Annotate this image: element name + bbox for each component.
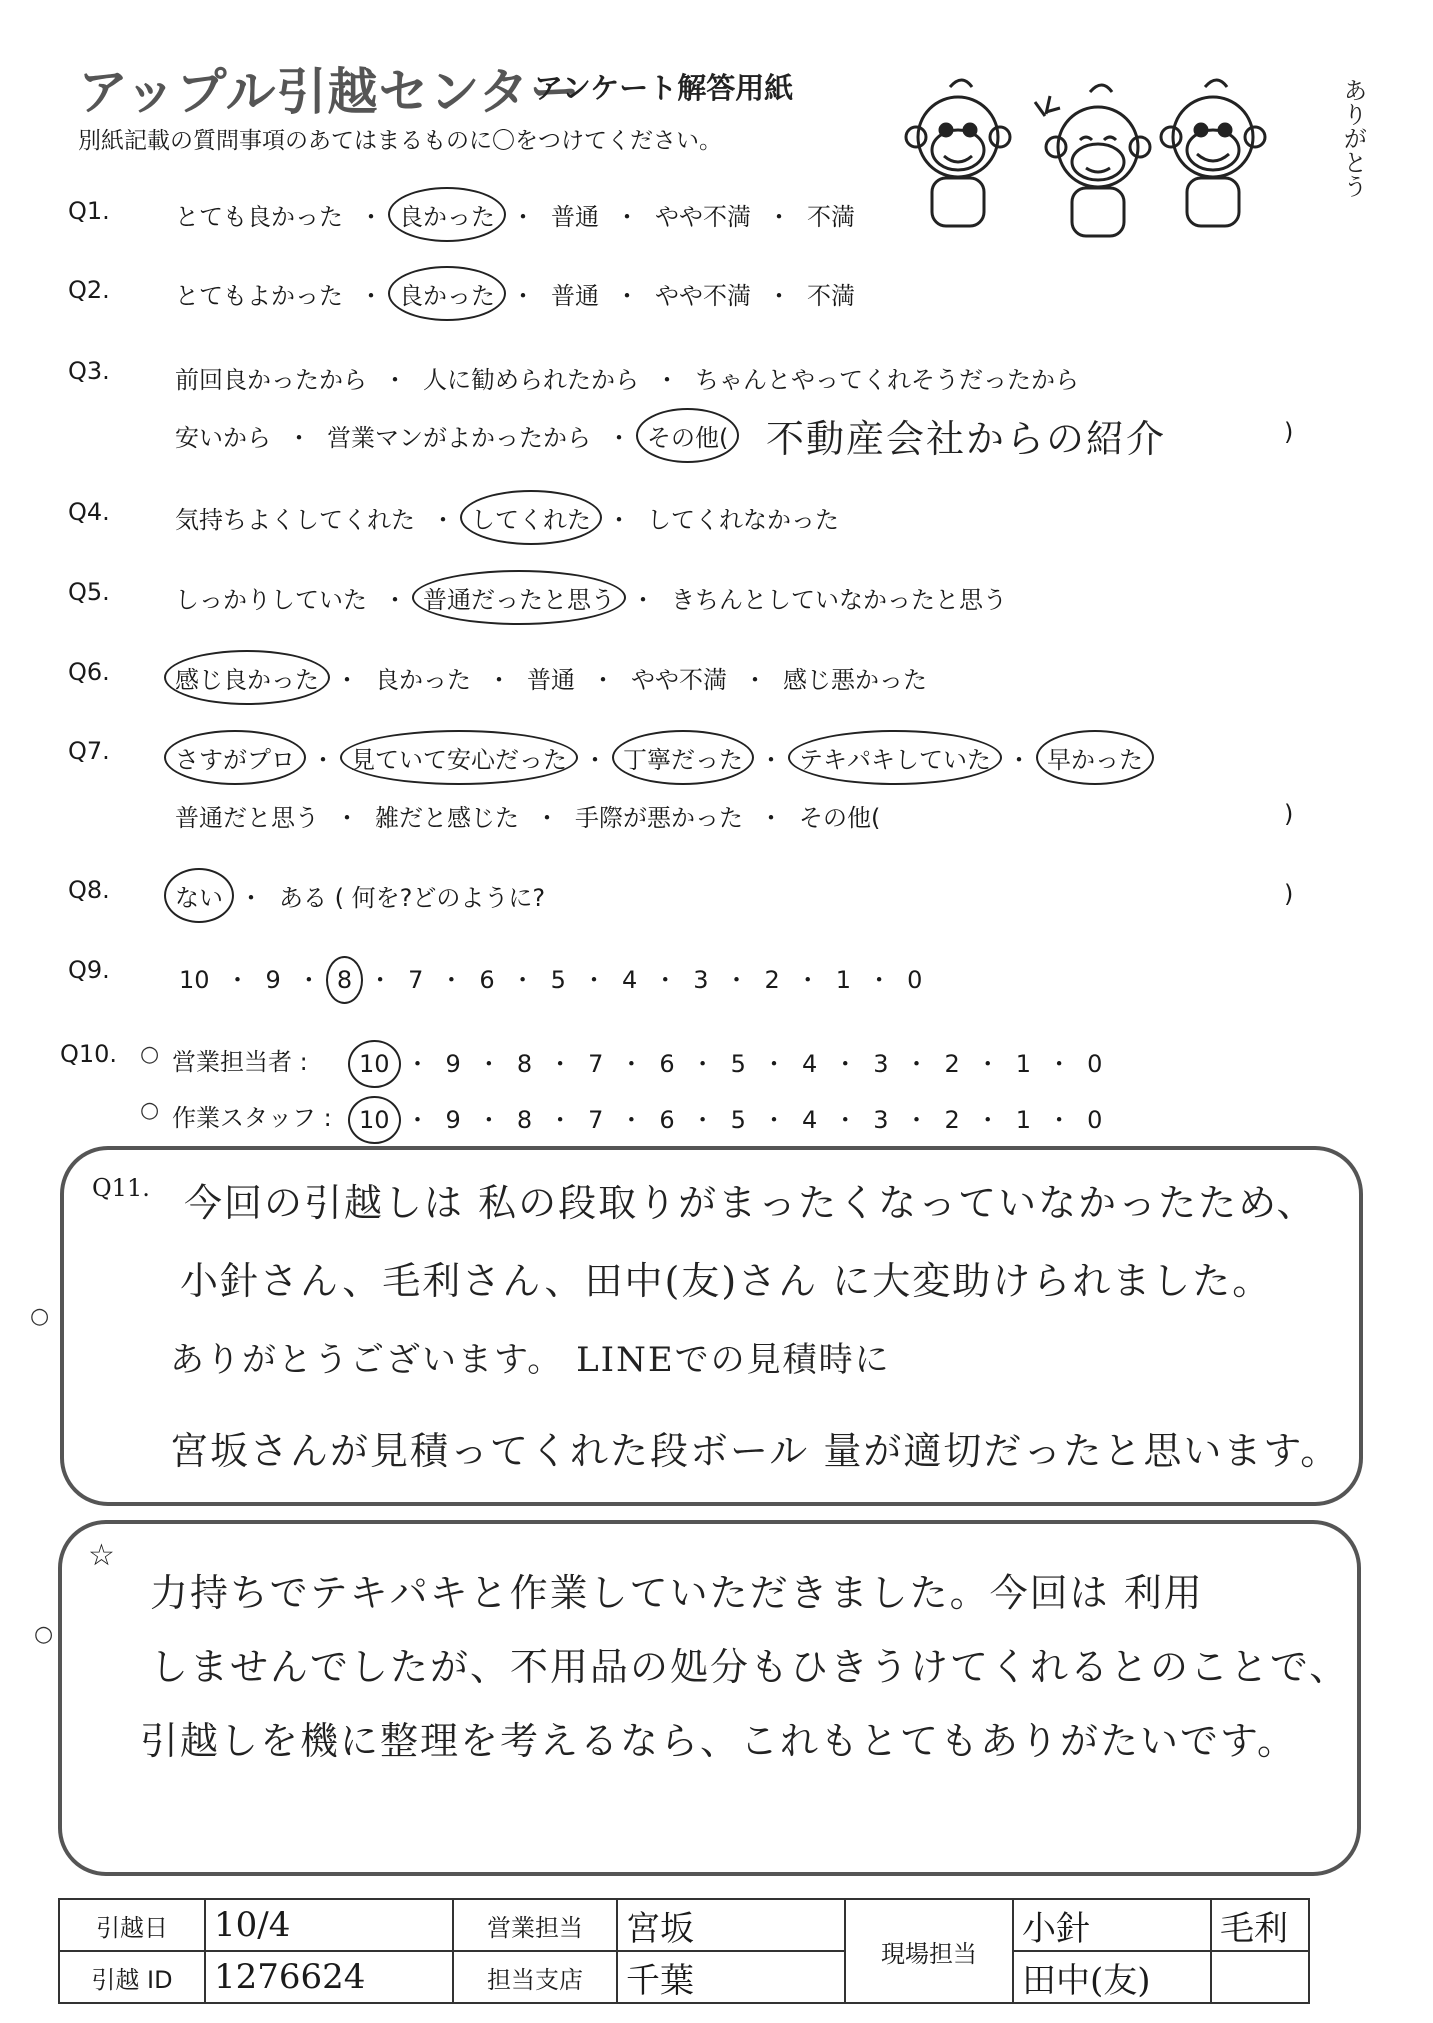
extra-side-mark: ○ — [34, 1622, 54, 1647]
q5-option[interactable]: しっかりしていた — [175, 586, 367, 614]
q7-option[interactable]: 普通だと思う — [175, 804, 319, 832]
q7-option[interactable]: 手際が悪かった — [575, 804, 743, 832]
q10-staff-option[interactable]: 7 — [588, 1106, 604, 1134]
site-staff-value: 小針 — [1013, 1899, 1211, 1951]
q10-sales-option[interactable]: 7 — [588, 1050, 604, 1078]
q3-option[interactable]: ちゃんとやってくれそうだったから — [695, 366, 1079, 394]
q6-option[interactable]: 良かった — [375, 666, 471, 694]
q9-number: Q9. — [68, 956, 110, 984]
q11-line: 宮坂さんが見積ってくれた段ボール 量が適切だったと思います。 — [170, 1429, 1341, 1473]
q10-number: Q10. — [60, 1040, 118, 1068]
q10-sales-scale: 10 ・ 9 ・ 8 ・ 7 ・ 6 ・ 5 ・ 4 ・ 3 ・ 2 ・ 1 ・ 0 — [356, 1044, 1105, 1079]
site-staff-label: 現場担当 — [845, 1899, 1013, 2003]
instructions: 別紙記載の質問事項のあてはまるものに〇をつけてください。 — [78, 128, 722, 154]
q3-options-line2: 安いから ・ 営業マンがよかったから ・ その他( — [172, 418, 731, 453]
q3-option[interactable]: 人に勧められたから — [423, 366, 639, 394]
q9-option[interactable]: 5 — [550, 966, 566, 994]
extra-comment-line: 力持ちでテキパキと作業していただきました。今回は 利用 — [150, 1571, 1204, 1615]
extra-comment-line: 引越しを機に整理を考えるなら、これもとてもありがたいです。 — [140, 1719, 1297, 1763]
q9-option[interactable]: 0 — [907, 966, 923, 994]
q7-option-selected[interactable]: 見ていて安心だった — [348, 740, 570, 775]
q6-option[interactable]: 普通 — [527, 666, 575, 694]
q10-staff-option[interactable]: 9 — [445, 1106, 461, 1134]
q4-number: Q4. — [68, 498, 110, 526]
move-date-label: 引越日 — [59, 1899, 205, 1951]
q7-option-selected[interactable]: テキパキしていた — [796, 740, 994, 775]
sales-rep-value: 宮坂 — [617, 1899, 845, 1951]
q10-sales-option[interactable]: 9 — [445, 1050, 461, 1078]
q1-number: Q1. — [68, 197, 110, 225]
monkey-mascots-icon — [900, 62, 1320, 242]
q7-option-selected[interactable]: 丁寧だった — [620, 740, 746, 775]
q5-options: しっかりしていた ・ 普通だったと思う ・ きちんとしていなかったと思う — [172, 580, 1010, 615]
branch-value: 千葉 — [617, 1951, 845, 2003]
q6-number: Q6. — [68, 658, 110, 686]
q9-option[interactable]: 1 — [835, 966, 852, 994]
q9-option[interactable]: 3 — [693, 966, 709, 994]
q7-option[interactable]: その他( — [799, 804, 881, 832]
q1-option[interactable]: やや不満 — [655, 203, 751, 231]
q10-staff-option-selected[interactable]: 10 — [356, 1106, 393, 1134]
q9-option[interactable]: 6 — [479, 966, 495, 994]
sales-rep-label: 営業担当 — [453, 1899, 617, 1951]
q3-other-text: 不動産会社からの紹介 — [766, 417, 1167, 461]
move-id-label: 引越 ID — [59, 1951, 205, 2003]
q11-line: ありがとうございます。 LINEでの見積時に — [170, 1340, 891, 1380]
q9-option[interactable]: 10 — [179, 966, 210, 994]
q10-staff-option[interactable]: 4 — [801, 1106, 818, 1134]
q8-options: ない ・ ある ( 何を?どのように? — [172, 878, 548, 913]
q4-options: 気持ちよくしてくれた ・ してくれた ・ してくれなかった — [172, 500, 842, 535]
q2-number: Q2. — [68, 276, 110, 304]
q10-sales-option[interactable]: 2 — [944, 1050, 960, 1078]
q7-options-line1: さすがプロ ・ 見ていて安心だった ・ 丁寧だった ・ テキパキしていた ・ 早かった — [172, 740, 1146, 775]
move-info-table — [58, 1898, 1310, 2004]
q6-option[interactable]: 感じ悪かった — [783, 666, 927, 694]
q6-option[interactable]: やや不満 — [631, 666, 727, 694]
q11-side-mark: ○ — [30, 1304, 50, 1329]
q10-staff-scale: 10 ・ 9 ・ 8 ・ 7 ・ 6 ・ 5 ・ 4 ・ 3 ・ 2 ・ 1 ・ 0 — [356, 1100, 1105, 1135]
q10-staff-tick-mark: ○ — [140, 1098, 160, 1123]
q7-number: Q7. — [68, 737, 110, 765]
q1-option-selected[interactable]: 良かった — [396, 197, 498, 232]
q10-sales-option[interactable]: 5 — [730, 1050, 746, 1078]
q2-option[interactable]: 普通 — [551, 282, 599, 310]
q3-number: Q3. — [68, 357, 110, 385]
q9-option[interactable]: 9 — [265, 966, 281, 994]
q10-sales-option[interactable]: 4 — [801, 1050, 818, 1078]
q1-option[interactable]: 普通 — [551, 203, 599, 231]
q1-option[interactable]: 不満 — [807, 203, 855, 231]
q3-options-line1: 前回良かったから ・ 人に勧められたから ・ ちゃんとやってくれそうだったから — [172, 360, 1082, 395]
q10-staff-option[interactable]: 0 — [1087, 1106, 1103, 1134]
site-staff-value: 毛利 — [1211, 1899, 1309, 1951]
q8-number: Q8. — [68, 876, 110, 904]
q10-staff-option[interactable]: 6 — [659, 1106, 675, 1134]
site-staff-value — [1211, 1951, 1309, 2003]
mascot-illustration — [900, 62, 1320, 242]
q3-option[interactable]: 安いから — [175, 424, 271, 452]
q4-option[interactable]: 気持ちよくしてくれた — [175, 506, 415, 534]
q2-option[interactable]: 不満 — [807, 282, 855, 310]
q6-option-selected[interactable]: 感じ良かった — [172, 660, 322, 695]
q6-options: 感じ良かった ・ 良かった ・ 普通 ・ やや不満 ・ 感じ悪かった — [172, 660, 930, 695]
q10-sales-option[interactable]: 0 — [1087, 1050, 1103, 1078]
q7-option-selected[interactable]: 早かった — [1044, 740, 1146, 775]
q7-close-paren: ) — [1284, 800, 1294, 828]
q3-option-selected[interactable]: その他( — [644, 418, 731, 453]
q9-scale: 10 ・ 9 ・ 8 ・ 7 ・ 6 ・ 5 ・ 4 ・ 3 ・ 2 ・ 1 ・ 0 — [176, 960, 925, 995]
q10-staff-option[interactable]: 2 — [944, 1106, 960, 1134]
q8-option[interactable]: ある ( 何を?どのように? — [279, 884, 546, 912]
q5-number: Q5. — [68, 578, 110, 606]
q8-close-paren: ) — [1284, 880, 1294, 908]
q3-option[interactable]: 営業マンがよかったから — [327, 424, 591, 452]
q1-option[interactable]: とても良かった — [175, 203, 343, 231]
star-icon: ☆ — [88, 1538, 115, 1573]
q4-option[interactable]: してくれなかった — [647, 506, 839, 534]
q2-option-selected[interactable]: 良かった — [396, 276, 498, 311]
q10-sales-option[interactable]: 6 — [659, 1050, 675, 1078]
q10-staff-option[interactable]: 5 — [730, 1106, 746, 1134]
q2-option[interactable]: やや不満 — [655, 282, 751, 310]
site-staff-value: 田中(友) — [1013, 1951, 1211, 2003]
q10-staff-option[interactable]: 1 — [1015, 1106, 1032, 1134]
q9-option[interactable]: 7 — [408, 966, 424, 994]
mascot-caption: ありがとう — [1339, 78, 1367, 198]
q3-option[interactable]: 前回良かったから — [175, 366, 367, 394]
q2-options: とてもよかった ・ 良かった ・ 普通 ・ やや不満 ・ 不満 — [172, 276, 858, 311]
q10-sales-option[interactable]: 8 — [516, 1050, 533, 1078]
q1-options: とても良かった ・ 良かった ・ 普通 ・ やや不満 ・ 不満 — [172, 197, 858, 232]
q9-option[interactable]: 4 — [621, 966, 638, 994]
q2-option[interactable]: とてもよかった — [175, 282, 343, 310]
extra-comment-line: しませんでしたが、不用品の処分もひきうけてくれるとのことで、 — [150, 1645, 1350, 1689]
q10-sales-label: 営業担当者 : — [172, 1048, 308, 1076]
q5-option[interactable]: きちんとしていなかったと思う — [671, 586, 1007, 614]
q7-option[interactable]: 雑だと感じた — [375, 804, 519, 832]
form-title: アンケート解答用紙 — [534, 71, 794, 105]
q9-option[interactable]: 2 — [764, 966, 780, 994]
q7-option-selected[interactable]: さすがプロ — [172, 740, 298, 775]
q3-close-paren: ) — [1284, 418, 1294, 446]
move-date-value: 10/4 — [205, 1899, 453, 1951]
q10-sales-option[interactable]: 1 — [1015, 1050, 1032, 1078]
q5-option-selected[interactable]: 普通だったと思う — [420, 580, 618, 615]
company-name: アップル引越センター — [78, 63, 581, 121]
q11-line: 小針さん、毛利さん、田中(友)さん に大変助けられました。 — [180, 1259, 1273, 1303]
move-id-value: 1276624 — [205, 1951, 453, 2003]
q4-option-selected[interactable]: してくれた — [468, 500, 594, 535]
q10-sales-option[interactable]: 3 — [873, 1050, 889, 1078]
q10-staff-option[interactable]: 8 — [516, 1106, 533, 1134]
q8-option-selected[interactable]: ない — [172, 878, 226, 913]
q11-number: Q11. — [92, 1174, 150, 1202]
q9-option-selected[interactable]: 8 — [334, 966, 355, 994]
q10-sales-tick-mark: ○ — [140, 1042, 160, 1067]
q10-staff-option[interactable]: 3 — [873, 1106, 889, 1134]
q10-sales-option-selected[interactable]: 10 — [356, 1050, 393, 1078]
q11-line: 今回の引越しは 私の段取りがまったくなっていなかったため、 — [184, 1181, 1317, 1225]
q10-staff-label: 作業スタッフ : — [172, 1104, 332, 1132]
branch-label: 担当支店 — [453, 1951, 617, 2003]
q7-options-line2: 普通だと思う ・ 雑だと感じた ・ 手際が悪かった ・ その他( — [172, 798, 883, 833]
